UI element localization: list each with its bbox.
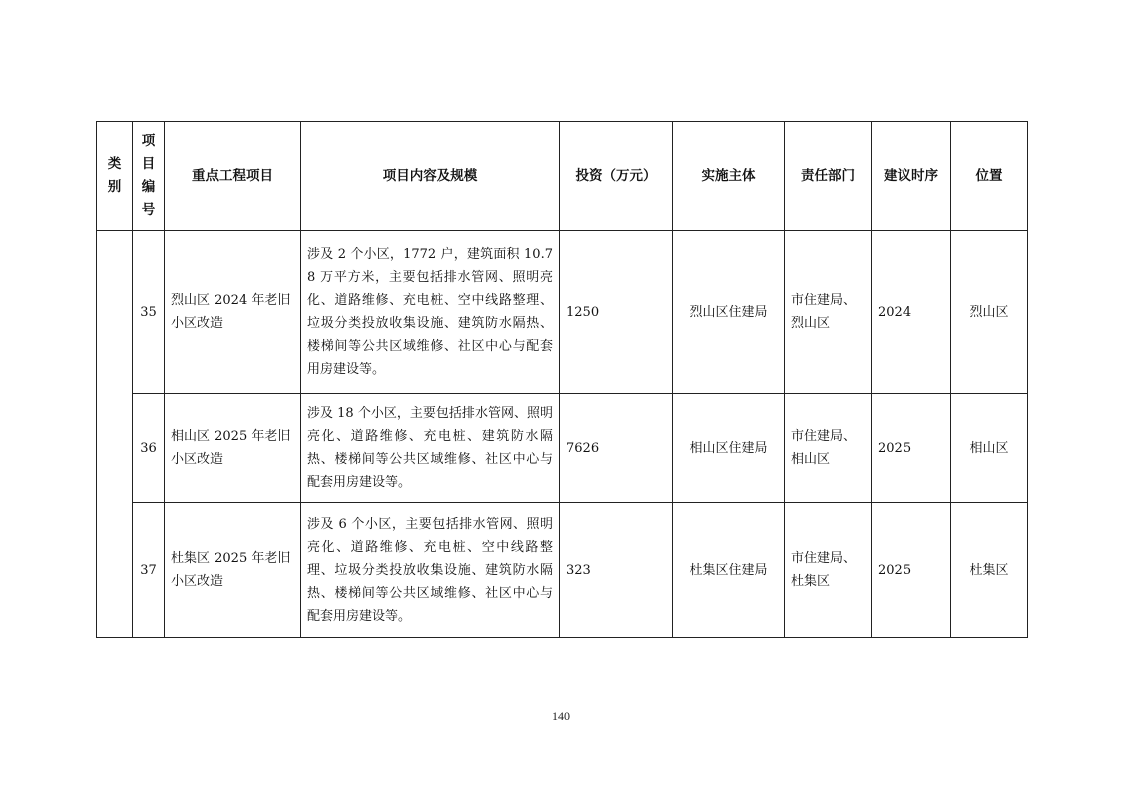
implementer-cell: 烈山区住建局 bbox=[673, 231, 785, 394]
project-name-cell: 相山区 2025 年老旧小区改造 bbox=[165, 394, 301, 503]
implementer-cell: 杜集区住建局 bbox=[673, 503, 785, 638]
project-content-cell: 涉及 6 个小区，主要包括排水管网、照明亮化、道路维修、充电桩、空中线路整理、垃圾分类投放收集设施、建筑防水隔热、楼梯间等公共区域维修、社区中心与配套用房建设等。 bbox=[301, 503, 560, 638]
project-number-cell: 36 bbox=[133, 394, 165, 503]
location-cell: 烈山区 bbox=[951, 231, 1028, 394]
header-responsible-department: 责任部门 bbox=[785, 122, 872, 231]
header-content-scale: 项目内容及规模 bbox=[301, 122, 560, 231]
location-cell: 相山区 bbox=[951, 394, 1028, 503]
department-cell: 市住建局、烈山区 bbox=[785, 231, 872, 394]
location-cell: 杜集区 bbox=[951, 503, 1028, 638]
timing-cell: 2025 bbox=[872, 394, 951, 503]
table-row bbox=[97, 231, 1028, 394]
investment-cell: 7626 bbox=[560, 394, 673, 503]
header-suggested-timing: 建议时序 bbox=[872, 122, 951, 231]
table-row bbox=[97, 394, 1028, 503]
department-cell: 市住建局、相山区 bbox=[785, 394, 872, 503]
table-header-row bbox=[97, 122, 1028, 231]
implementer-cell: 相山区住建局 bbox=[673, 394, 785, 503]
project-name-cell: 杜集区 2025 年老旧小区改造 bbox=[165, 503, 301, 638]
investment-cell: 323 bbox=[560, 503, 673, 638]
project-content-cell: 涉及 18 个小区，主要包括排水管网、照明亮化、道路维修、充电桩、建筑防水隔热、楼梯间等公共区域维修、社区中心与配套用房建设等。 bbox=[301, 394, 560, 503]
department-cell: 市住建局、杜集区 bbox=[785, 503, 872, 638]
projects-table bbox=[96, 121, 1028, 638]
category-cell bbox=[97, 231, 133, 638]
project-number-cell: 35 bbox=[133, 231, 165, 394]
header-category: 类 别 bbox=[97, 122, 133, 231]
project-content-cell: 涉及 2 个小区，1772 户，建筑面积 10.78 万平方米，主要包括排水管网、照明亮化、道路维修、充电桩、空中线路整理、垃圾分类投放收集设施、建筑防水隔热、楼梯间等公共区域维修、社区中心与配套用房建设等。 bbox=[301, 231, 560, 394]
header-project-number: 项 目 编 号 bbox=[133, 122, 165, 231]
header-location: 位置 bbox=[951, 122, 1028, 231]
investment-cell: 1250 bbox=[560, 231, 673, 394]
table-row bbox=[97, 503, 1028, 638]
timing-cell: 2024 bbox=[872, 231, 951, 394]
header-key-project: 重点工程项目 bbox=[165, 122, 301, 231]
header-implementer: 实施主体 bbox=[673, 122, 785, 231]
header-investment: 投资（万元） bbox=[560, 122, 673, 231]
project-name-cell: 烈山区 2024 年老旧小区改造 bbox=[165, 231, 301, 394]
page-number: 140 bbox=[552, 709, 570, 723]
project-number-cell: 37 bbox=[133, 503, 165, 638]
timing-cell: 2025 bbox=[872, 503, 951, 638]
